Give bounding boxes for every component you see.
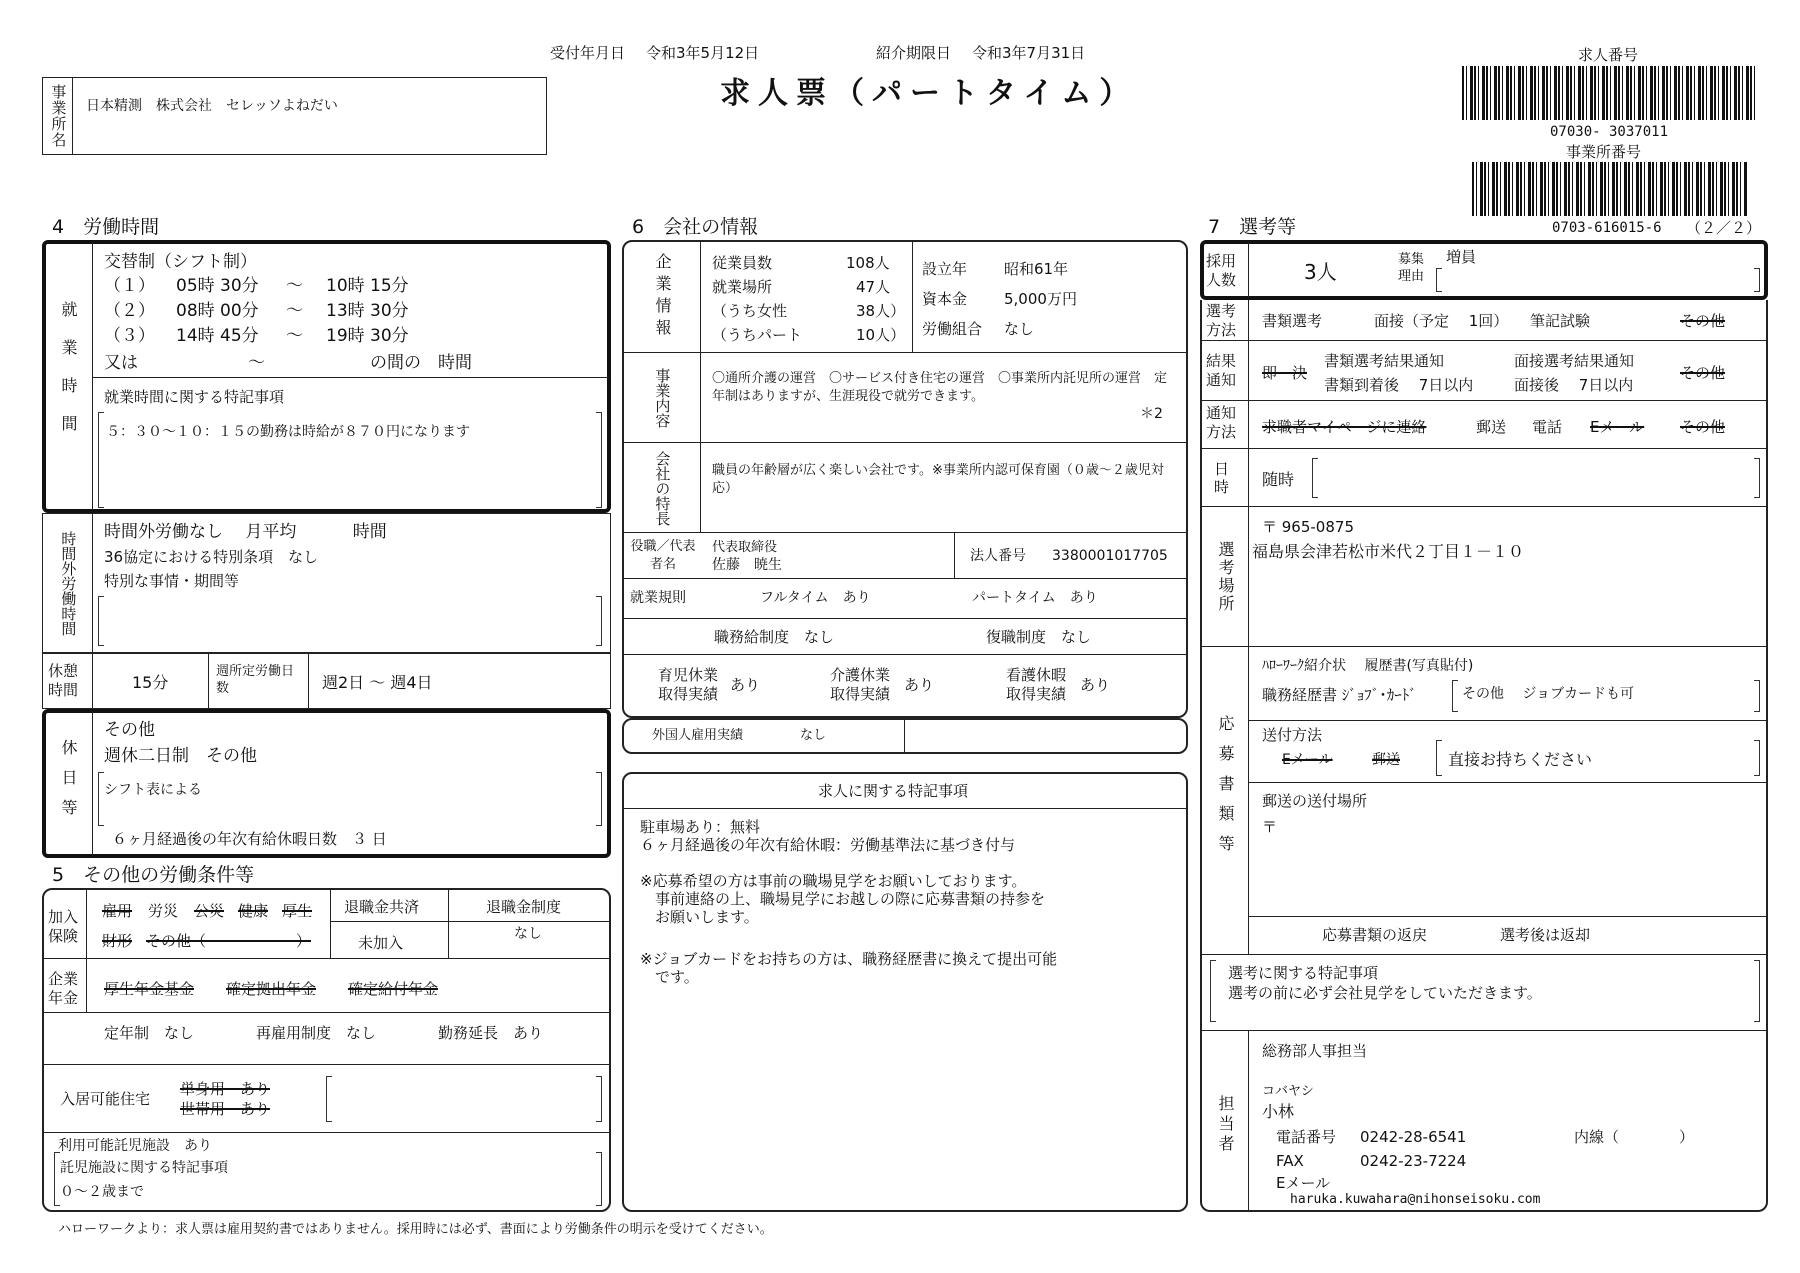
result-other: その他 xyxy=(1680,364,1726,382)
or-sep: ～ xyxy=(248,353,265,373)
mail-place-label: 郵送の送付場所 xyxy=(1262,792,1368,810)
send-email: Eメール xyxy=(1282,752,1333,768)
rep-label: 役職／代表者名 xyxy=(630,539,696,572)
women-label: （うち女性 xyxy=(712,302,788,320)
shift-title: 交替制（シフト制） xyxy=(104,252,257,272)
ins-public: 公災 xyxy=(194,902,225,920)
work-hours-label: 就業時間 xyxy=(59,301,78,453)
result-label: 結果通知 xyxy=(1206,352,1237,389)
documents-list: ﾊﾛｰﾜｰｸ紹介状 履歴書(写真貼付) xyxy=(1262,658,1474,674)
section7-heading: 7 選考等 xyxy=(1208,216,1297,238)
ins-other: その他（ ） xyxy=(146,932,312,950)
business-mark: ＊2 xyxy=(1140,406,1163,422)
page-number: （２／２） xyxy=(1686,219,1762,237)
section4-heading: 4 労働時間 xyxy=(52,216,160,238)
site-value: 47人 xyxy=(856,278,891,296)
email-value: haruka.kuwahara@nihonseisoku.com xyxy=(1290,1192,1541,1207)
rehire: 再雇用制度 なし xyxy=(256,1024,377,1042)
date-bracket xyxy=(1312,458,1760,498)
weekly-days-value: 週2日 ～ 週4日 xyxy=(322,673,433,692)
special-agreement: 36協定における特別条項 なし xyxy=(104,548,319,566)
place-label: 選考場所 xyxy=(1216,541,1235,613)
remarks-line: 事前連絡の上、職場見学にお越しの際に応募書類の持参を xyxy=(640,890,1046,908)
result-immediate: 即 決 xyxy=(1262,364,1308,382)
childcare-leave: あり xyxy=(730,676,761,694)
job-number: 07030- 3037011 xyxy=(1550,124,1669,140)
company-info-label: 企業情報 xyxy=(653,253,672,341)
corp-number: 3380001017705 xyxy=(1052,548,1168,564)
shift-no: （２） xyxy=(104,301,155,321)
special-circumstances: 特別な事情・期間等 xyxy=(104,572,240,590)
part-value: 10人） xyxy=(856,326,906,344)
shift-from: 05時 30分 xyxy=(176,276,259,296)
overtime-bracket xyxy=(98,596,602,646)
shift-sep: ～ xyxy=(286,301,303,321)
retire-mutual-value: 未加入 xyxy=(358,934,404,952)
office-name-label: 事業所名 xyxy=(49,84,68,148)
housing-single: 単身用 あり xyxy=(180,1080,271,1098)
extension: 勤務延長 あり xyxy=(438,1024,544,1042)
insurance-label: 加入保険 xyxy=(48,908,79,945)
method-written: 筆記試験 xyxy=(1530,312,1591,330)
remarks-line: です。 xyxy=(640,968,699,986)
job-number-label: 求人番号 xyxy=(1578,46,1639,64)
corp-number-label: 法人番号 xyxy=(970,548,1026,564)
retire-system-value: なし xyxy=(514,926,542,942)
nursing-leave-label: 看護休暇取得実績 xyxy=(1005,666,1066,703)
return-value: 選考後は返却 xyxy=(1500,926,1591,944)
office-name: 日本精測 株式会社 セレッソよねだい xyxy=(86,98,338,114)
return-label: 応募書類の返戻 xyxy=(1322,926,1428,944)
notify-email: Eメール xyxy=(1590,418,1645,436)
rep-name: 佐藤 暁生 xyxy=(712,557,782,573)
housing-bracket xyxy=(326,1076,602,1122)
notify-phone: 電話 xyxy=(1532,418,1563,436)
rep-title: 代表取締役 xyxy=(712,540,778,555)
documents-other: その他 ジョブカードも可 xyxy=(1462,686,1635,702)
reinstatement: 復職制度 なし xyxy=(986,628,1092,646)
feature-label: 会社の特長 xyxy=(653,450,672,526)
ins-health: 健康 xyxy=(238,902,269,920)
pension-label: 企業年金 xyxy=(48,970,79,1007)
ins-employment: 雇用 xyxy=(102,902,133,920)
childcare-note: ０～２歳まで xyxy=(60,1184,144,1200)
or-between: の間の 時間 xyxy=(370,353,472,373)
reason-label: 募集理由 xyxy=(1398,252,1425,284)
select-note: 選考の前に必ず会社見学をしていただきます。 xyxy=(1228,984,1542,1002)
care-leave: あり xyxy=(904,676,935,694)
mail-postal: 〒 xyxy=(1262,818,1278,836)
method-interview: 面接（予定 1回） xyxy=(1374,312,1509,330)
capital-value: 5,000万円 xyxy=(1004,290,1077,308)
shift-from: 08時 00分 xyxy=(176,301,259,321)
shift-from: 14時 45分 xyxy=(176,326,259,346)
footer-note: ハローワークより：求人票は雇用契約書ではありません。採用時には必ず、書面により労働条件の明示を受けてください。 xyxy=(58,1222,773,1237)
pension-fund: 厚生年金基金 xyxy=(104,980,195,998)
notify-other: その他 xyxy=(1680,418,1726,436)
nursing-leave: あり xyxy=(1080,676,1111,694)
result-interview-label: 面接選考結果通知 xyxy=(1514,352,1635,370)
founded-label: 設立年 xyxy=(922,260,968,278)
women-value: 38人） xyxy=(856,302,906,320)
holiday-type: その他 xyxy=(104,720,155,740)
work-hours-note-label: 就業時間に関する特記事項 xyxy=(104,388,285,406)
reason-bracket xyxy=(1436,268,1760,292)
holiday-label: 休日等 xyxy=(59,738,78,829)
employees-label: 従業員数 xyxy=(712,254,773,272)
documents-label: 応募書類等 xyxy=(1216,715,1235,865)
hire-count: 3人 xyxy=(1304,260,1337,284)
shift-to: 13時 30分 xyxy=(326,301,409,321)
contact-name: 小林 xyxy=(1262,1102,1295,1121)
remarks-line: ６ヶ月経過後の年次有給休暇：労働基準法に基づき付与 xyxy=(640,836,1016,854)
job-number-barcode xyxy=(1462,66,1758,120)
business-label: 事業内容 xyxy=(653,368,672,428)
union-label: 労働組合 xyxy=(922,320,983,338)
pension-dc: 確定拠出年金 xyxy=(226,980,317,998)
shift-sep: ～ xyxy=(286,326,303,346)
hire-label: 採用人数 xyxy=(1206,252,1237,289)
contact-kana: コバヤシ xyxy=(1262,1084,1314,1099)
business-content: 〇通所介護の運営 〇サービス付き住宅の運営 〇事業所内託児所の運営 定年制はありますが、生涯現役で就労できます。 xyxy=(712,371,1168,405)
shift-sep: ～ xyxy=(286,276,303,296)
deadline-date: 令和3年7月31日 xyxy=(972,44,1086,62)
employees-value: 108人 xyxy=(846,254,890,272)
contact-label: 担当者 xyxy=(1216,1095,1235,1155)
holiday-system: 週休二日制 その他 xyxy=(104,746,257,766)
retirement-age: 定年制 なし xyxy=(104,1024,195,1042)
section5-heading: 5 その他の労働条件等 xyxy=(52,864,255,886)
office-name-box xyxy=(42,77,547,155)
tel-label: 電話番号 xyxy=(1276,1128,1337,1146)
ins-savings: 財形 xyxy=(102,932,133,950)
remarks-line: ※応募希望の方は事前の職場見学をお願いしております。 xyxy=(640,872,1027,890)
rules-label: 就業規則 xyxy=(630,590,686,606)
fax-value: 0242-23-7224 xyxy=(1360,1152,1467,1170)
documents-career: 職務経歴書 ｼﾞｮﾌﾞ･ｶｰﾄﾞ xyxy=(1262,686,1417,704)
remarks-line: ※ジョブカードをお持ちの方は、職務経歴書に換えて提出可能 xyxy=(640,950,1058,968)
care-leave-label: 介護休業取得実績 xyxy=(829,666,890,703)
overtime-value: 時間外労働なし 月平均 時間 xyxy=(104,522,387,542)
ins-workers: 労災 xyxy=(148,902,179,920)
page-title: 求人票（パートタイム） xyxy=(720,76,1138,111)
date-value: 随時 xyxy=(1262,470,1295,489)
result-interview-time: 面接後 7日以内 xyxy=(1514,376,1634,394)
duty-pay: 職務給制度 なし xyxy=(714,628,835,646)
foreign-label: 外国人雇用実績 xyxy=(652,728,744,743)
site-label: 就業場所 xyxy=(712,278,773,296)
break-value: 15分 xyxy=(132,673,169,692)
work-hours-note: ５：３０～１０：１５の勤務は時給が８７０円になります xyxy=(106,424,470,440)
ins-welfare: 厚生 xyxy=(282,902,313,920)
childcare-leave-label: 育児休業取得実績 xyxy=(657,666,718,703)
housing-label: 入居可能住宅 xyxy=(60,1090,151,1108)
childcare-facility: 利用可能託児施設 あり xyxy=(58,1138,212,1154)
union-value: なし xyxy=(1004,320,1035,338)
feature-content: 職員の年齢層が広く楽しい会社です。※事業所内認可保育園（０歳～２歳児対応） xyxy=(712,463,1164,497)
place-postal: 〒 965-0875 xyxy=(1262,518,1354,536)
remarks-line: 駐車場あり：無料 xyxy=(640,818,761,836)
send-method-label: 送付方法 xyxy=(1262,726,1323,744)
reason-value: 増員 xyxy=(1446,248,1477,266)
remarks-line: お願いします。 xyxy=(640,908,759,926)
part-label: （うちパート xyxy=(712,326,803,344)
received-date: 令和3年5月12日 xyxy=(646,44,760,62)
notify-mypage: 求職者マイページに連絡 xyxy=(1262,418,1427,436)
shift-to: 10時 15分 xyxy=(326,276,409,296)
received-date-label: 受付年月日 xyxy=(550,44,626,62)
ext-label: 内線（ ） xyxy=(1574,1128,1695,1146)
retire-mutual-label: 退職金共済 xyxy=(344,898,420,916)
rules-fulltime: フルタイム あり xyxy=(760,590,871,606)
select-note-label: 選考に関する特記事項 xyxy=(1228,964,1379,982)
paid-leave: ６ヶ月経過後の年次有給休暇日数 ３ 日 xyxy=(112,830,387,848)
office-number-barcode xyxy=(1472,162,1748,216)
result-doc-label: 書類選考結果通知 xyxy=(1324,352,1445,370)
deadline-label: 紹介期限日 xyxy=(876,44,952,62)
method-other: その他 xyxy=(1680,312,1726,330)
shift-to: 19時 30分 xyxy=(326,326,409,346)
remarks-heading: 求人に関する特記事項 xyxy=(818,782,969,800)
shift-no: （１） xyxy=(104,276,155,296)
capital-label: 資本金 xyxy=(922,290,968,308)
tel-value: 0242-28-6541 xyxy=(1360,1128,1467,1146)
foreign-value: なし xyxy=(800,728,827,743)
section6-heading: 6 会社の情報 xyxy=(632,216,759,238)
place-address: 福島県会津若松市米代２丁目１－１０ xyxy=(1252,542,1525,561)
result-doc-time: 書類到着後 7日以内 xyxy=(1324,376,1474,394)
weekly-days-label: 週所定労働日数 xyxy=(216,664,295,696)
email-label: Eメール xyxy=(1276,1174,1331,1192)
break-label: 休憩時間 xyxy=(48,662,79,699)
founded-value: 昭和61年 xyxy=(1004,260,1069,278)
retire-system-label: 退職金制度 xyxy=(486,898,562,916)
notify-mail: 郵送 xyxy=(1476,418,1507,436)
shift-no: （３） xyxy=(104,326,155,346)
fax-label: FAX xyxy=(1276,1152,1304,1170)
or-text: 又は xyxy=(104,353,138,373)
housing-family: 世帯用 あり xyxy=(180,1100,271,1118)
childcare-note-label: 託児施設に関する特記事項 xyxy=(60,1160,228,1176)
holiday-note: シフト表による xyxy=(104,782,202,798)
notify-label: 通知方法 xyxy=(1206,404,1237,441)
pension-db: 確定給付年金 xyxy=(348,980,439,998)
office-number: 0703-616015-6 xyxy=(1552,220,1662,236)
method-documents: 書類選考 xyxy=(1262,312,1323,330)
method-label: 選考方法 xyxy=(1206,302,1237,339)
send-post: 郵送 xyxy=(1372,752,1400,768)
send-value: 直接お持ちください xyxy=(1448,750,1593,769)
overtime-label: 時間外労働時間 xyxy=(59,530,78,636)
date-label: 日時 xyxy=(1214,460,1230,496)
rules-parttime: パートタイム あり xyxy=(972,590,1098,606)
office-number-label: 事業所番号 xyxy=(1566,143,1642,161)
contact-dept: 総務部人事担当 xyxy=(1262,1042,1368,1060)
holiday-note-bracket xyxy=(98,772,602,826)
